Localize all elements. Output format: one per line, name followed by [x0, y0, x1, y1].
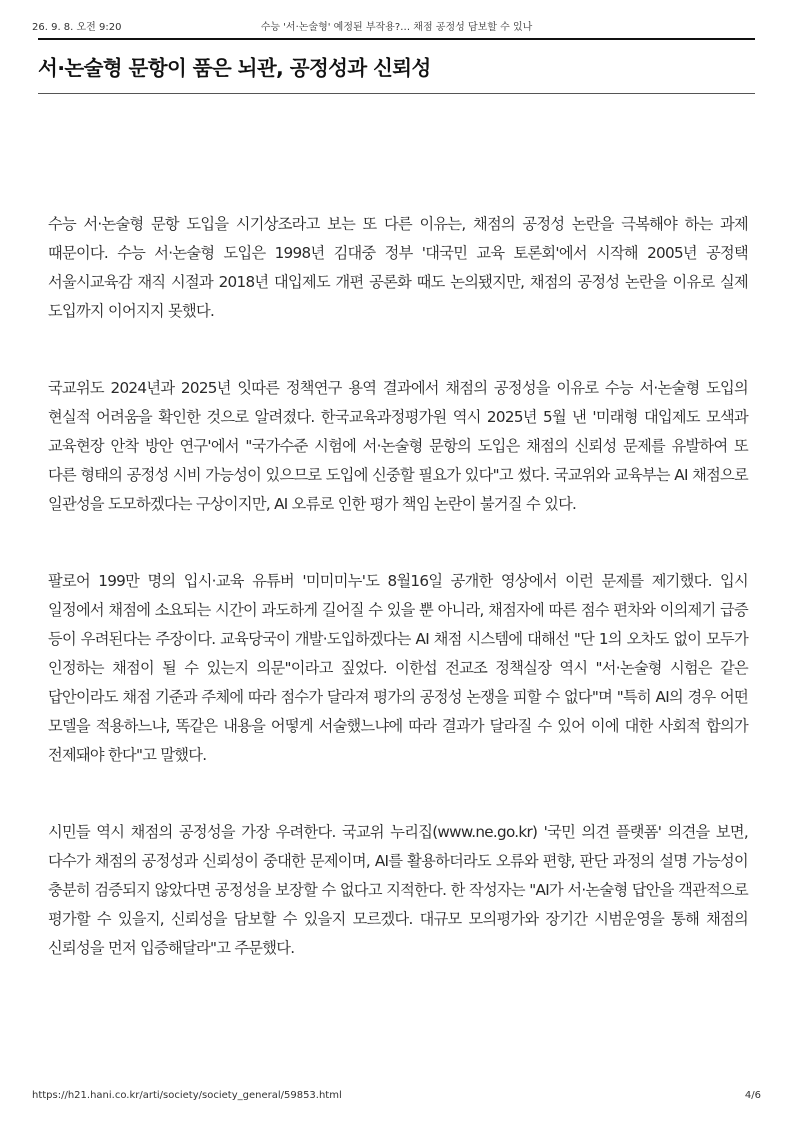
article-paragraph: 국교위도 2024년과 2025년 잇따른 정책연구 용역 결과에서 채점의 공정성을 이유로 수능 서·논술형 도입의 현실적 어려움을 확인한 것으로 알려졌다. 한국교육과정평가원 역시 2025년 5월 낸 '미래형 대입제도 모색과 교육현장 안착 방안 연구'에서 "국가수준 시험에 서·논술형 문항의 도입은 채점의 신뢰성 문제를 유발하여 또 다른 형태의 공정성 시비 가능성이 있으므로 도입에 신중할 필요가 있다"고 썼다. 국교위와 교육부는 AI 채점으로 일관성을 도모하겠다는 구상이지만, AI 오류로 인한 평가 책임 논란이 불거질 수 있다.	[48, 379, 748, 513]
print-date: 26. 9. 8. 오전 9:20	[32, 22, 122, 33]
article-body	[48, 210, 748, 1011]
page-url: https://h21.hani.co.kr/arti/society/society_general/59853.html	[32, 1090, 342, 1101]
print-document-title: 수능 '서·논술형' 예정된 부작용?… 채점 공정성 담보할 수 있나	[260, 22, 533, 33]
page-number: 4/6	[744, 1090, 761, 1101]
article-paragraph: 시민들 역시 채점의 공정성을 가장 우려한다. 국교위 누리집(www.ne.go.kr) '국민 의견 플랫폼' 의견을 보면, 다수가 채점의 공정성과 신뢰성이 중대한 문제이며, AI를 활용하더라도 오류와 편향, 판단 과정의 설명 가능성이 충분히 검증되지 않았다면 공정성을 보장할 수 없다고 지적한다. 한 작성자는 "AI가 서·논술형 답안을 객관적으로 평가할 수 있을지, 신뢰성을 담보할 수 있을지 모르겠다. 대규모 모의평가와 장기간 시범운영을 통해 채점의 신뢰성을 먼저 입증해달라"고 주문했다.	[48, 823, 748, 957]
article-paragraph: 수능 서·논술형 문항 도입을 시기상조라고 보는 또 다른 이유는, 채점의 공정성 논란을 극복해야 하는 과제 때문이다. 수능 서·논술형 도입은 1998년 김대중 정부 '대국민 교육 토론회'에서 시작해 2005년 공정택 서울시교육감 재직 시절과 2018년 대입제도 개편 공론화 때도 논의됐지만, 채점의 공정성 논란을 이유로 실제 도입까지 이어지지 못했다.	[48, 215, 748, 320]
print-footer	[32, 1090, 761, 1106]
print-header	[32, 18, 761, 34]
article-paragraph: 팔로어 199만 명의 입시·교육 유튜버 '미미미누'도 8월16일 공개한 영상에서 이런 문제를 제기했다. 입시 일정에서 채점에 소요되는 시간이 과도하게 길어질 수 있을 뿐 아니라, 채점자에 따른 점수 편차와 이의제기 급증 등이 우려된다는 주장이다. 교육당국이 개발·도입하겠다는 AI 채점 시스템에 대해선 "단 1의 오차도 없이 모두가 인정하는 채점이 될 수 있는지 의문"이라고 짚었다. 이한섭 전교조 정책실장 역시 "서·논술형 시험은 같은 답안이라도 채점 기준과 주체에 따라 점수가 달라져 평가의 공정성 논쟁을 피할 수 없다"며 "특히 AI의 경우 어떤 모델을 적용하느냐, 똑같은 내용을 어떻게 서술했느냐에 따라 결과가 달라질 수 있어 이에 대한 사회적 합의가 전제돼야 한다"고 말했다.	[48, 572, 748, 764]
header-divider	[38, 38, 755, 40]
article-headline: 서·논술형 문항이 품은 뇌관, 공정성과 신뢰성	[38, 56, 431, 80]
headline-divider	[38, 93, 755, 94]
